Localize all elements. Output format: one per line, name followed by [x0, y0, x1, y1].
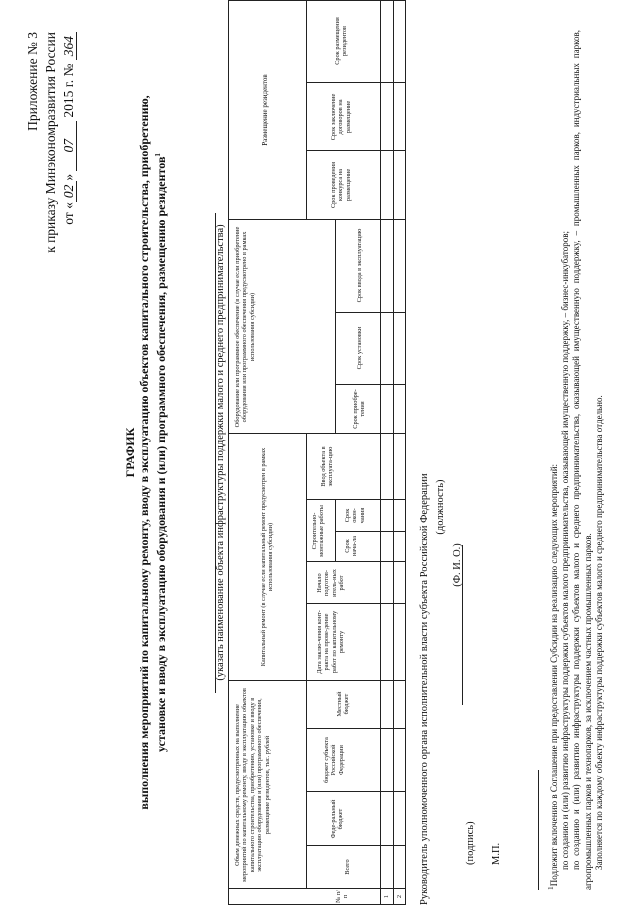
col-construction-start-header: Срок нача-ла — [344, 536, 359, 556]
position-caption: (должность) — [435, 479, 446, 535]
title-heading: ГРАФИК — [123, 427, 137, 478]
col-construction-end-header: Срок окон-чания — [344, 507, 366, 524]
col-number-header: № п/п — [335, 890, 350, 903]
col-placement-header: Срок размещения резидентов — [334, 17, 349, 65]
name-caption: (Ф. И. О.) — [452, 543, 463, 587]
equipment-group-header: Оборудование или программное обеспечение (в случае если приобретение оборудования или программного обеспечения предусмотрено в рамках использования субсидии) — [234, 226, 256, 428]
authority-head-label: Руководитель уполномоченного органа исполнительной власти субъекта Российской Федерации — [419, 473, 430, 905]
order-reference: к приказу Минэкономразвития России — [43, 32, 58, 253]
col-purchase-header: Срок приобре-тения — [352, 389, 367, 429]
footnote-intro: $^1$Подлежит включению в Соглашение при предоставлении Субсидии на реализацию следующих мероприятий: — [546, 463, 559, 890]
funds-group-header: Объем денежных средств, предусмотренных на выполнение мероприятий по капитальному ремонту, вводу в эксплуатацию объектов капитального строительства, приобретению, установке и вводу в эксплуатацию оборудования и (или) программного обеспечения, размещение резидентов, тыс. рублей — [234, 688, 271, 882]
order-year: 2015 — [61, 90, 76, 118]
col-local-header: Местный бюджет — [336, 691, 351, 717]
order-day: 02 — [61, 181, 77, 203]
repair-group-header: Капитальный ремонт (в случае если капитальный ремонт предусмотрен в рамках использования субсидии) — [260, 447, 275, 667]
footnote-note: Заполняется по каждому объекту инфраструктуры поддержки субъектов малого и среднего предпринимательства отдельно. — [593, 395, 604, 870]
footnote-separator — [538, 770, 539, 890]
col-preparation-start-header: Начало подготов-итель-ных работ — [316, 569, 346, 597]
col-contract-date-header: Дата заклю-чения конт-ракта на прове-дение работ по капитальному ремонту — [316, 610, 346, 674]
stamp-label: М.П. — [491, 842, 502, 865]
footnote-item-2: по созданию и (или) развитию инфраструктуры поддержки субъектов малого и среднего предпринимательства, оказывающей имущественную поддержку, – промышленных парков, индустриальных парков, агропромышленных парков и технопарков, за исключением частных промышленных парков. — [571, 30, 593, 890]
residents-group-header: Размещение резидентов — [261, 74, 269, 146]
document-title — [123, 0, 168, 905]
signature-caption: (подпись) — [465, 821, 476, 865]
col-federal-header: Феде-ральный бюджет — [330, 799, 345, 839]
index-cell: 2 — [396, 894, 403, 899]
col-installation-header: Срок установки — [356, 326, 363, 370]
appendix-header — [24, 32, 78, 253]
order-month: 07 — [61, 121, 77, 171]
index-cell: 1 — [383, 894, 390, 899]
object-name-caption: (указать наименование объекта инфраструктуры поддержки малого и среднего предпринимательства) — [215, 224, 226, 681]
title-line-2: установке и вводу в эксплуатацию оборудования и (или) программного обеспечения, размещению резидентов$^1$ — [154, 153, 168, 752]
title-line-1: выполнения мероприятий по капитальному ремонту, вводу в эксплуатацию объектов капитального строительства, приобретению, — [137, 95, 151, 810]
col-commissioning-header: Ввод объекта в эксплуата-цию — [320, 446, 335, 487]
construction-group-header: Строительно-монтажные работы — [311, 505, 326, 557]
footnote-item-1: по созданию и (или) развитию инфраструктуры поддержки субъектов малого предпринимательства, оказывающей имущественную поддержку, – бизнес-инкубаторов; — [560, 231, 571, 870]
col-contest-header: Срок проведения конкурса на размещение — [330, 161, 352, 209]
col-regional-header: бюджет субъекта Российской Федерации — [323, 737, 345, 783]
col-total-header: Всего — [344, 859, 351, 875]
order-date-line: от «02» 07 2015 г. № 364 — [60, 32, 78, 253]
col-equipment-commissioning-header: Срок ввода в эксплуатацию — [356, 228, 363, 303]
appendix-number: Приложение № 3 — [25, 32, 40, 131]
order-number: 364 — [61, 32, 77, 60]
col-agreement-header: Срок заключение договоров на размещение — [330, 93, 352, 141]
footnote — [545, 30, 605, 890]
